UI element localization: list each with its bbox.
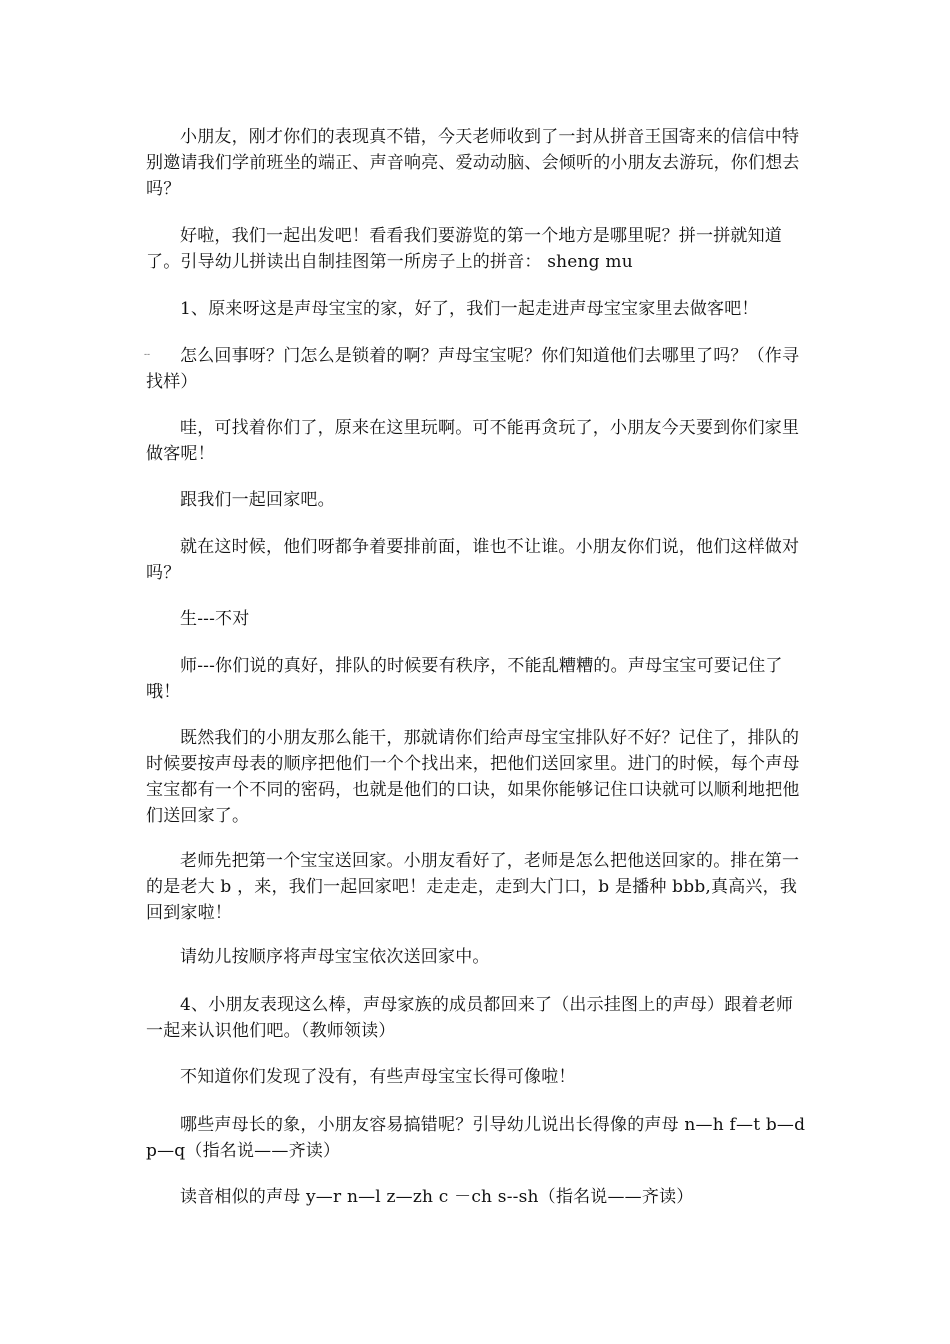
paragraph-invitation: 小朋友，刚才你们的表现真不错，今天老师收到了一封从拼音王国寄来的信信中特别邀请我们学前班坐的端正、声音响亮、爱动动脑、会倾听的小朋友去游玩，你们想去吗？ [146, 127, 800, 199]
paragraph-departure: 好啦，我们一起出发吧！看看我们要游览的第一个地方是哪里呢？拼一拼就知道了。引导幼儿拼读出自制挂图第一所房子上的拼音： sheng mu [146, 226, 782, 272]
paragraph-teacher-demo: 老师先把第一个宝宝送回家。小朋友看好了，老师是怎么把他送回家的。排在第一的是老大 b ，来，我们一起回家吧！走走走，走到大门口，b 是播种 bbb,真高兴，我回到家啦！ [146, 851, 800, 923]
paragraph-queue-question: 就在这时候，他们呀都争着要排前面，谁也不让谁。小朋友你们说，他们这样做对吗？ [146, 537, 800, 583]
paragraph-similar-sounds: 读音相似的声母 y—r n—l z—zh c －ch s--sh（指名说——齐读） [180, 1187, 694, 1207]
paragraph-children-task: 请幼儿按顺序将声母宝宝依次送回家中。 [180, 947, 490, 967]
paragraph-confusing-initials: 哪些声母长的象，小朋友容易搞错呢？引导幼儿说出长得像的声母 n—h f—t b—d p—q（指名说——齐读） [146, 1115, 806, 1161]
paragraph-similar-shapes: 不知道你们发现了没有，有些声母宝宝长得可像啦！ [180, 1067, 576, 1087]
paragraph-student-answer: 生---不对 [180, 609, 250, 629]
paragraph-step-4: 4、小朋友表现这么棒，声母家族的成员都回来了（出示挂图上的声母）跟着老师一起来认识他们吧。（教师领读） [146, 995, 794, 1041]
paragraph-step-1: 1、原来呀这是声母宝宝的家，好了，我们一起走进声母宝宝家里去做客吧！ [180, 299, 759, 319]
paragraph-locked-door: 怎么回事呀？门怎么是锁着的啊？声母宝宝呢？你们知道他们去哪里了吗？（作寻找样） [146, 346, 800, 392]
margin-mark: -- [144, 350, 151, 360]
paragraph-teacher-reply: 师---你们说的真好，排队的时候要有秩序，不能乱糟糟的。声母宝宝可要记住了哦！ [146, 656, 783, 702]
paragraph-found: 哇，可找着你们了，原来在这里玩啊。可不能再贪玩了，小朋友今天要到你们家里做客呢！ [146, 418, 800, 464]
paragraph-line-up: 既然我们的小朋友那么能干，那就请你们给声母宝宝排队好不好？记住了，排队的时候要按声母表的顺序把他们一个个找出来，把他们送回家里。进门的时候，每个声母宝宝都有一个不同的密码，也就是他们的口诀，如果你能够记住口诀就可以顺利地把他们送回家了。 [146, 728, 800, 826]
paragraph-go-home: 跟我们一起回家吧。 [180, 490, 335, 510]
